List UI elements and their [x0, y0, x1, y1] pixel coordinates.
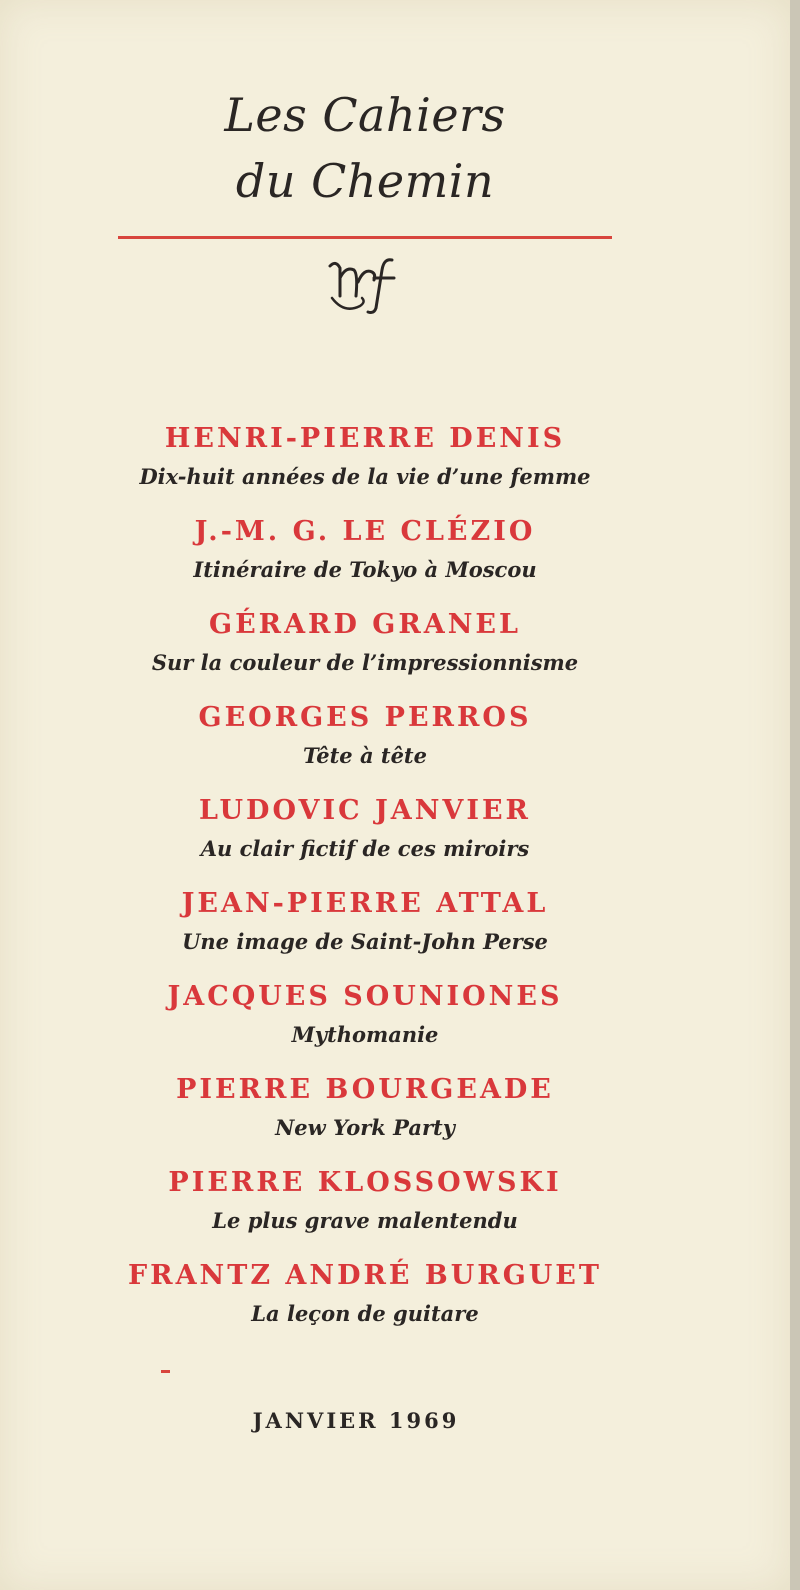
work-title: Une image de Saint-John Perse — [182, 929, 548, 954]
author-name: JACQUES SOUNIONES — [167, 981, 563, 1012]
work-title: Itinéraire de Tokyo à Moscou — [193, 557, 537, 582]
author-name: LUDOVIC JANVIER — [199, 795, 531, 826]
work-title: Mythomanie — [291, 1022, 439, 1047]
work-title: Tête à tête — [303, 743, 427, 768]
contents-entry — [0, 418, 730, 511]
contents-entry — [0, 790, 730, 883]
contents-entry — [0, 1162, 730, 1255]
journal-title-line-1: Les Cahiers — [224, 88, 506, 142]
author-name: GEORGES PERROS — [198, 702, 532, 733]
page-edge — [790, 0, 800, 1590]
red-tick-mark — [161, 1370, 170, 1373]
author-name: FRANTZ ANDRÉ BURGUET — [128, 1260, 602, 1291]
author-name: HENRI-PIERRE DENIS — [164, 423, 566, 454]
contents-entry — [0, 1255, 730, 1348]
work-title: Dix-huit années de la vie d’une femme — [139, 464, 591, 489]
red-divider — [118, 236, 612, 239]
work-title: La leçon de guitare — [251, 1301, 479, 1326]
journal-title-line-2: du Chemin — [235, 154, 495, 208]
work-title: Le plus grave malentendu — [212, 1208, 518, 1233]
contents-entry — [0, 511, 730, 604]
nrf-logo-icon — [300, 256, 420, 316]
work-title: New York Party — [275, 1115, 455, 1140]
contents-entry — [0, 1069, 730, 1162]
work-title: Sur la couleur de l’impressionnisme — [151, 650, 579, 675]
issue-date: JANVIER 1969 — [252, 1408, 460, 1433]
contents-entry — [0, 883, 730, 976]
author-name: PIERRE KLOSSOWSKI — [168, 1167, 562, 1198]
work-title: Au clair fictif de ces miroirs — [200, 836, 530, 861]
author-name: GÉRARD GRANEL — [209, 609, 521, 640]
contents-entry — [0, 697, 730, 790]
author-name: JEAN-PIERRE ATTAL — [181, 888, 549, 919]
author-name: J.-M. G. LE CLÉZIO — [194, 516, 536, 547]
contents-entry — [0, 976, 730, 1069]
contents-entry — [0, 604, 730, 697]
table-of-contents — [0, 418, 730, 1348]
author-name: PIERRE BOURGEADE — [176, 1074, 554, 1105]
